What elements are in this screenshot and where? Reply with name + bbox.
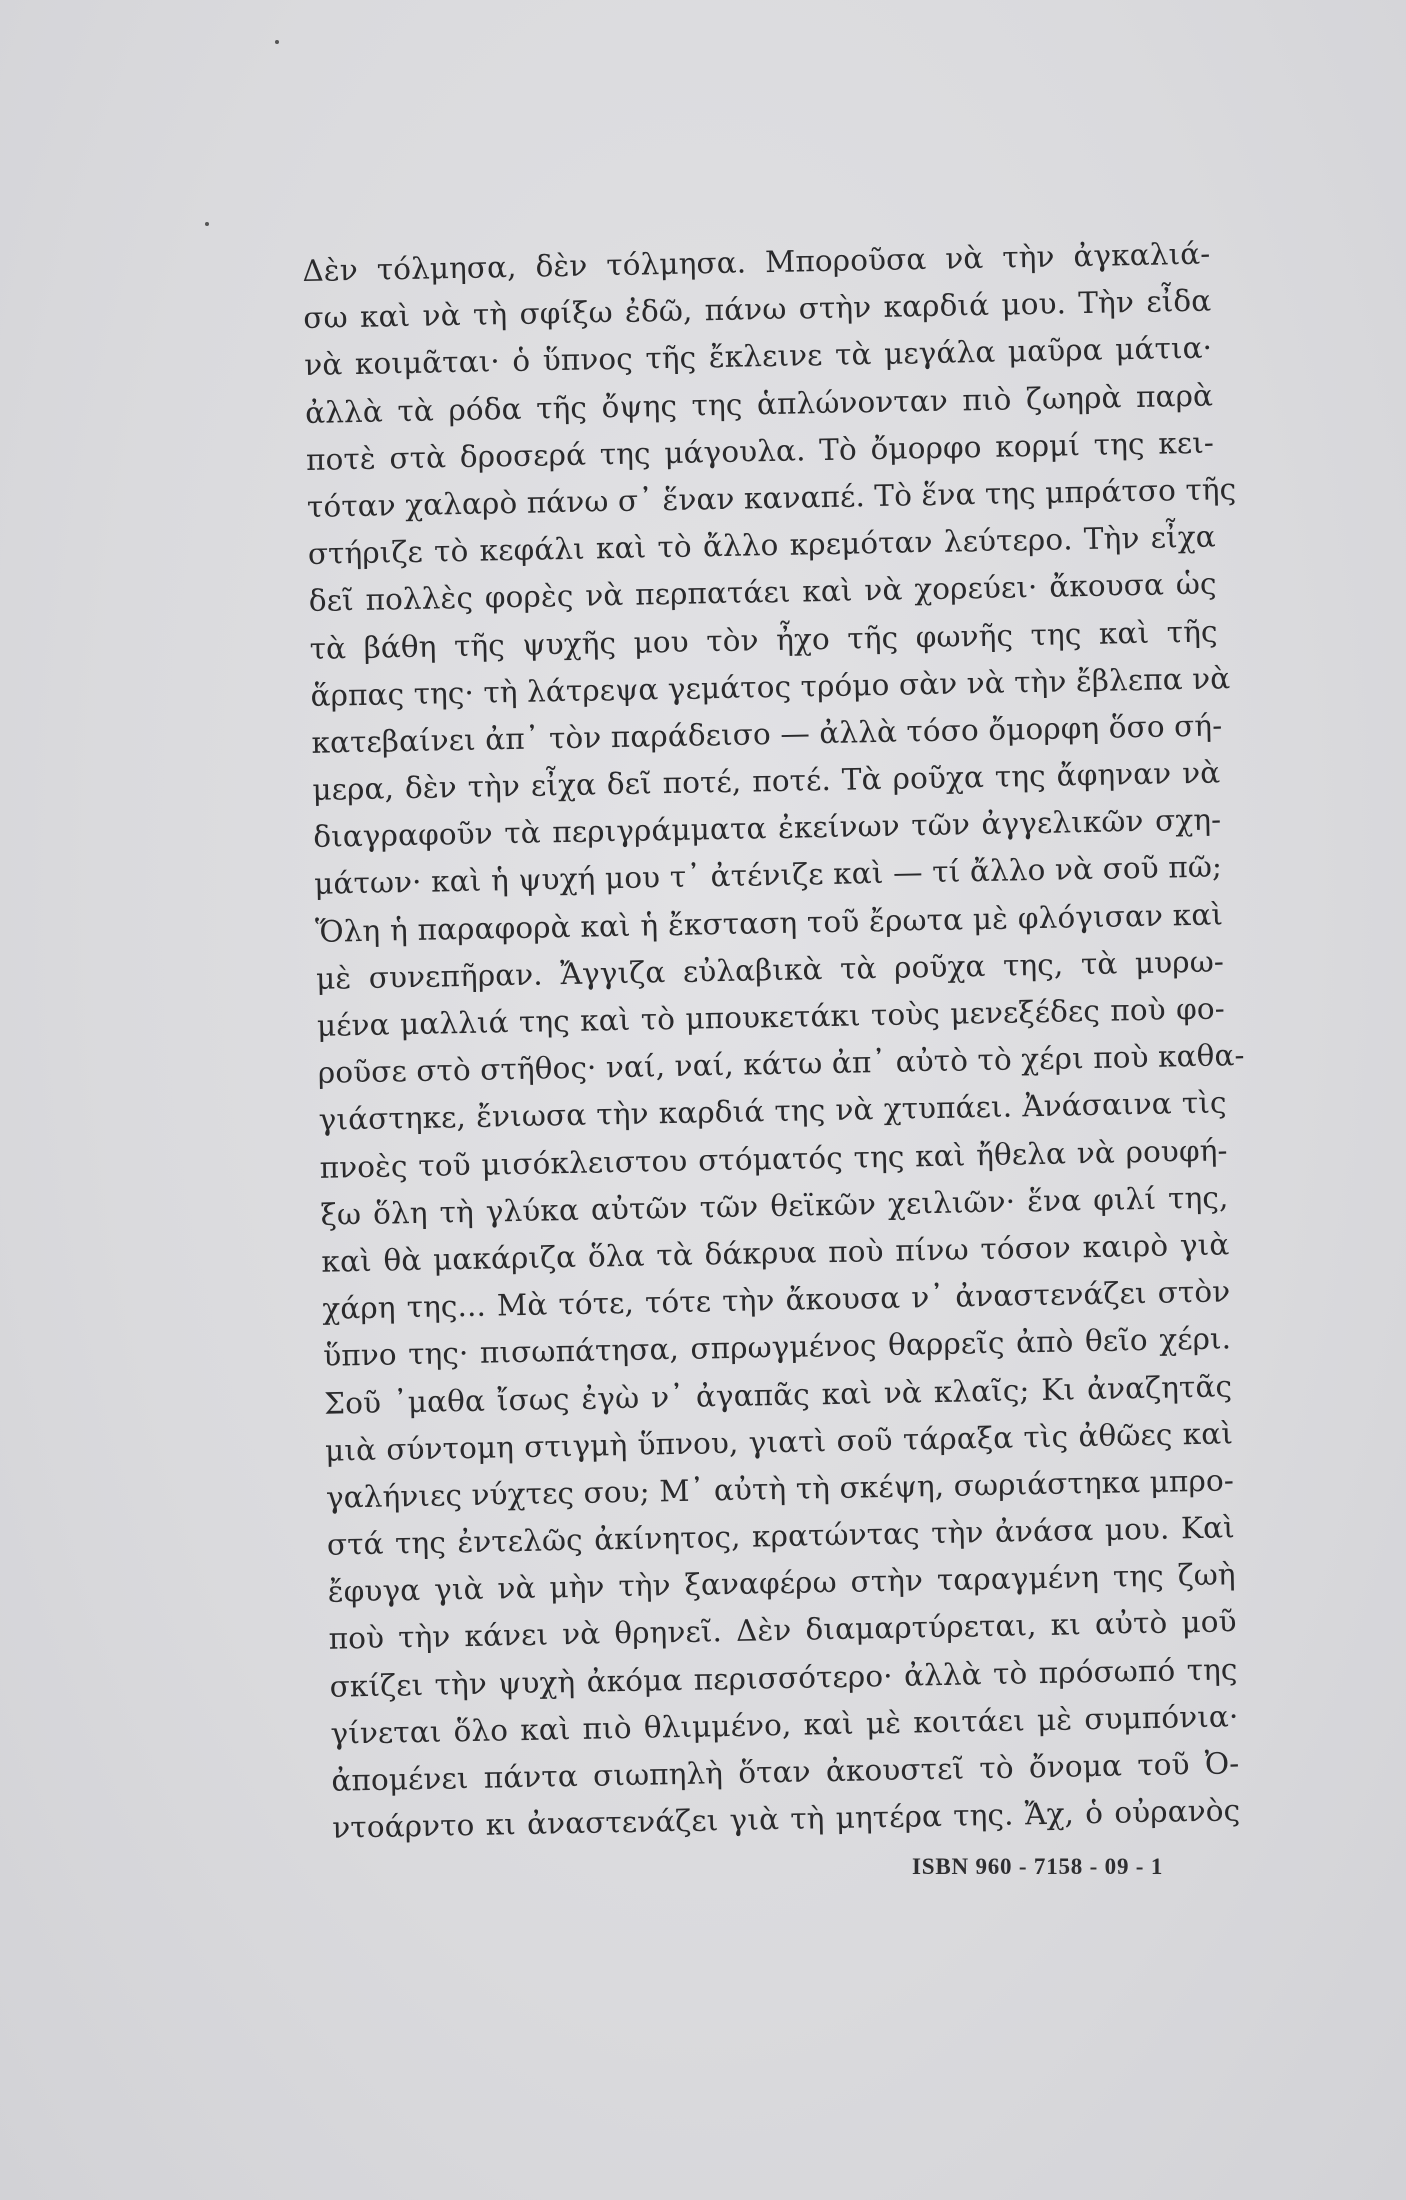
text-line: Ὅλη ἡ παραφορὰ καὶ ἡ ἔκσταση τοῦ ἔρωτα μὲ φλόγισαν καὶ [314, 897, 1224, 949]
text-line: ντοάρντο κι ἀναστενάζει γιὰ τὴ μητέρα της. Ἄχ, ὁ οὐρανὸς [332, 1793, 1241, 1845]
text-line: στά της ἐντελῶς ἀκίνητος, κρατώντας τὴν ἀνάσα μου. Καὶ [326, 1510, 1236, 1562]
text-line: γαλήνιες νύχτες σου; Μ᾽ αὐτὴ τὴ σκέψη, σωριάστηκα μπρο- [325, 1463, 1235, 1515]
dust-speck [205, 222, 209, 226]
text-line: μιὰ σύντομη στιγμὴ ὕπνου, γιατὶ σοῦ τάραξα τὶς ἀθῶες καὶ [324, 1416, 1234, 1468]
text-line: μένα μαλλιά της καὶ τὸ μπουκετάκι τοὺς μενεξέδες ποὺ φο- [316, 991, 1226, 1043]
text-line: τόταν χαλαρὸ πάνω σ᾽ ἕναν καναπέ. Τὸ ἕνα της μπράτσο τῆς [306, 472, 1237, 524]
text-line: ἔφυγα γιὰ νὰ μὴν τὴν ξαναφέρω στὴν ταραγμένη της ζωὴ [327, 1557, 1236, 1609]
text-line: ἀλλὰ τὰ ρόδα τῆς ὄψης της ἁπλώνονταν πιὸ ζωηρὰ παρὰ [304, 378, 1214, 430]
text-line: κατεβαίνει ἀπ᾽ τὸν παράδεισο — ἀλλὰ τόσο ὄμορφη ὅσο σή- [311, 708, 1223, 760]
isbn-number: ISBN 960 - 7158 - 09 - 1 [912, 1854, 1164, 1879]
text-line: πνοὲς τοῦ μισόκλειστου στόματός της καὶ ἤθελα νὰ ρουφή- [319, 1132, 1228, 1185]
text-line: σκίζει τὴν ψυχὴ ἀκόμα περισσότερο· ἀλλὰ τὸ πρόσωπό της [329, 1651, 1238, 1704]
text-line: δεῖ πολλὲς φορὲς νὰ περπατάει καὶ νὰ χορεύει· ἄκουσα ὡς [308, 566, 1217, 619]
text-line: διαγραφοῦν τὰ περιγράμματα ἐκείνων τῶν ἀγγελικῶν σχη- [312, 802, 1222, 855]
text-line: ἅρπας της· τὴ λάτρεψα γεμάτος τρόμο σὰν νὰ τὴν ἔβλεπα νὰ [310, 660, 1231, 713]
dust-speck [275, 40, 279, 44]
excerpt-text-block [302, 231, 1245, 1853]
text-line: ξω ὅλη τὴ γλύκα αὐτῶν τῶν θεϊκῶν χειλιῶν· ἕνα φιλί της, [320, 1180, 1229, 1232]
text-line: γίνεται ὅλο καὶ πιὸ θλιμμένο, καὶ μὲ κοιτάει μὲ συμπόνια· [330, 1699, 1239, 1751]
text-line: στήριζε τὸ κεφάλι καὶ τὸ ἄλλο κρεμόταν λεύτερο. Τὴν εἶχα [307, 519, 1217, 572]
text-line: ποὺ τὴν κάνει νὰ θρηνεῖ. Δὲν διαμαρτύρεται, κι αὐτὸ μοῦ [328, 1604, 1237, 1657]
text-line: ποτὲ στὰ δροσερά της μάγουλα. Τὸ ὄμορφο κορμί της κει- [305, 425, 1215, 477]
text-line: καὶ θὰ μακάριζα ὅλα τὰ δάκρυα ποὺ πίνω τόσον καιρὸ γιὰ [321, 1227, 1230, 1279]
text-line: ὕπνο της· πισωπάτησα, σπρωγμένος θαρρεῖς ἀπὸ θεῖο χέρι. [322, 1321, 1232, 1374]
text-line: Δὲν τόλμησα, δὲν τόλμησα. Μποροῦσα νὰ τὴν ἀγκαλιά- [302, 236, 1211, 288]
text-line: μερα, δὲν τὴν εἶχα δεῖ ποτέ, ποτέ. Τὰ ροῦχα της ἄφηναν νὰ [312, 755, 1221, 807]
text-line: μὲ συνεπῆραν. Ἄγγιζα εὐλαβικὰ τὰ ροῦχα της, τὰ μυρω- [315, 944, 1225, 996]
text-line: γιάστηκε, ἔνιωσα τὴν καρδιά της νὰ χτυπάει. Ἀνάσαινα τὶς [318, 1085, 1227, 1138]
text-line: νὰ κοιμᾶται· ὁ ὕπνος τῆς ἔκλεινε τὰ μεγάλα μαῦρα μάτια· [303, 330, 1213, 383]
text-line: Σοῦ ᾽μαθα ἴσως ἐγὼ ν᾽ ἀγαπᾶς καὶ νὰ κλαῖς; Κι ἀναζητᾶς [323, 1368, 1233, 1421]
text-line: ροῦσε στὸ στῆθος· ναί, ναί, κάτω ἀπ᾽ αὐτὸ τὸ χέρι ποὺ καθα- [317, 1038, 1245, 1091]
text-line: τὰ βάθη τῆς ψυχῆς μου τὸν ἦχο τῆς φωνῆς της καὶ τῆς [309, 613, 1218, 666]
text-line: ἀπομένει πάντα σιωπηλὴ ὅταν ἀκουστεῖ τὸ ὄνομα τοῦ Ὀ- [331, 1746, 1240, 1798]
text-line: σω καὶ νὰ τὴ σφίξω ἐδῶ, πάνω στὴν καρδιά μου. Τὴν εἶδα [303, 283, 1212, 336]
text-line: μάτων· καὶ ἡ ψυχή μου τ᾽ ἀτένιζε καὶ — τί ἄλλο νὰ σοῦ πῶ; [313, 849, 1223, 902]
text-line: χάρη της... Μὰ τότε, τότε τὴν ἄκουσα ν᾽ ἀναστενάζει στὸν [322, 1274, 1231, 1326]
